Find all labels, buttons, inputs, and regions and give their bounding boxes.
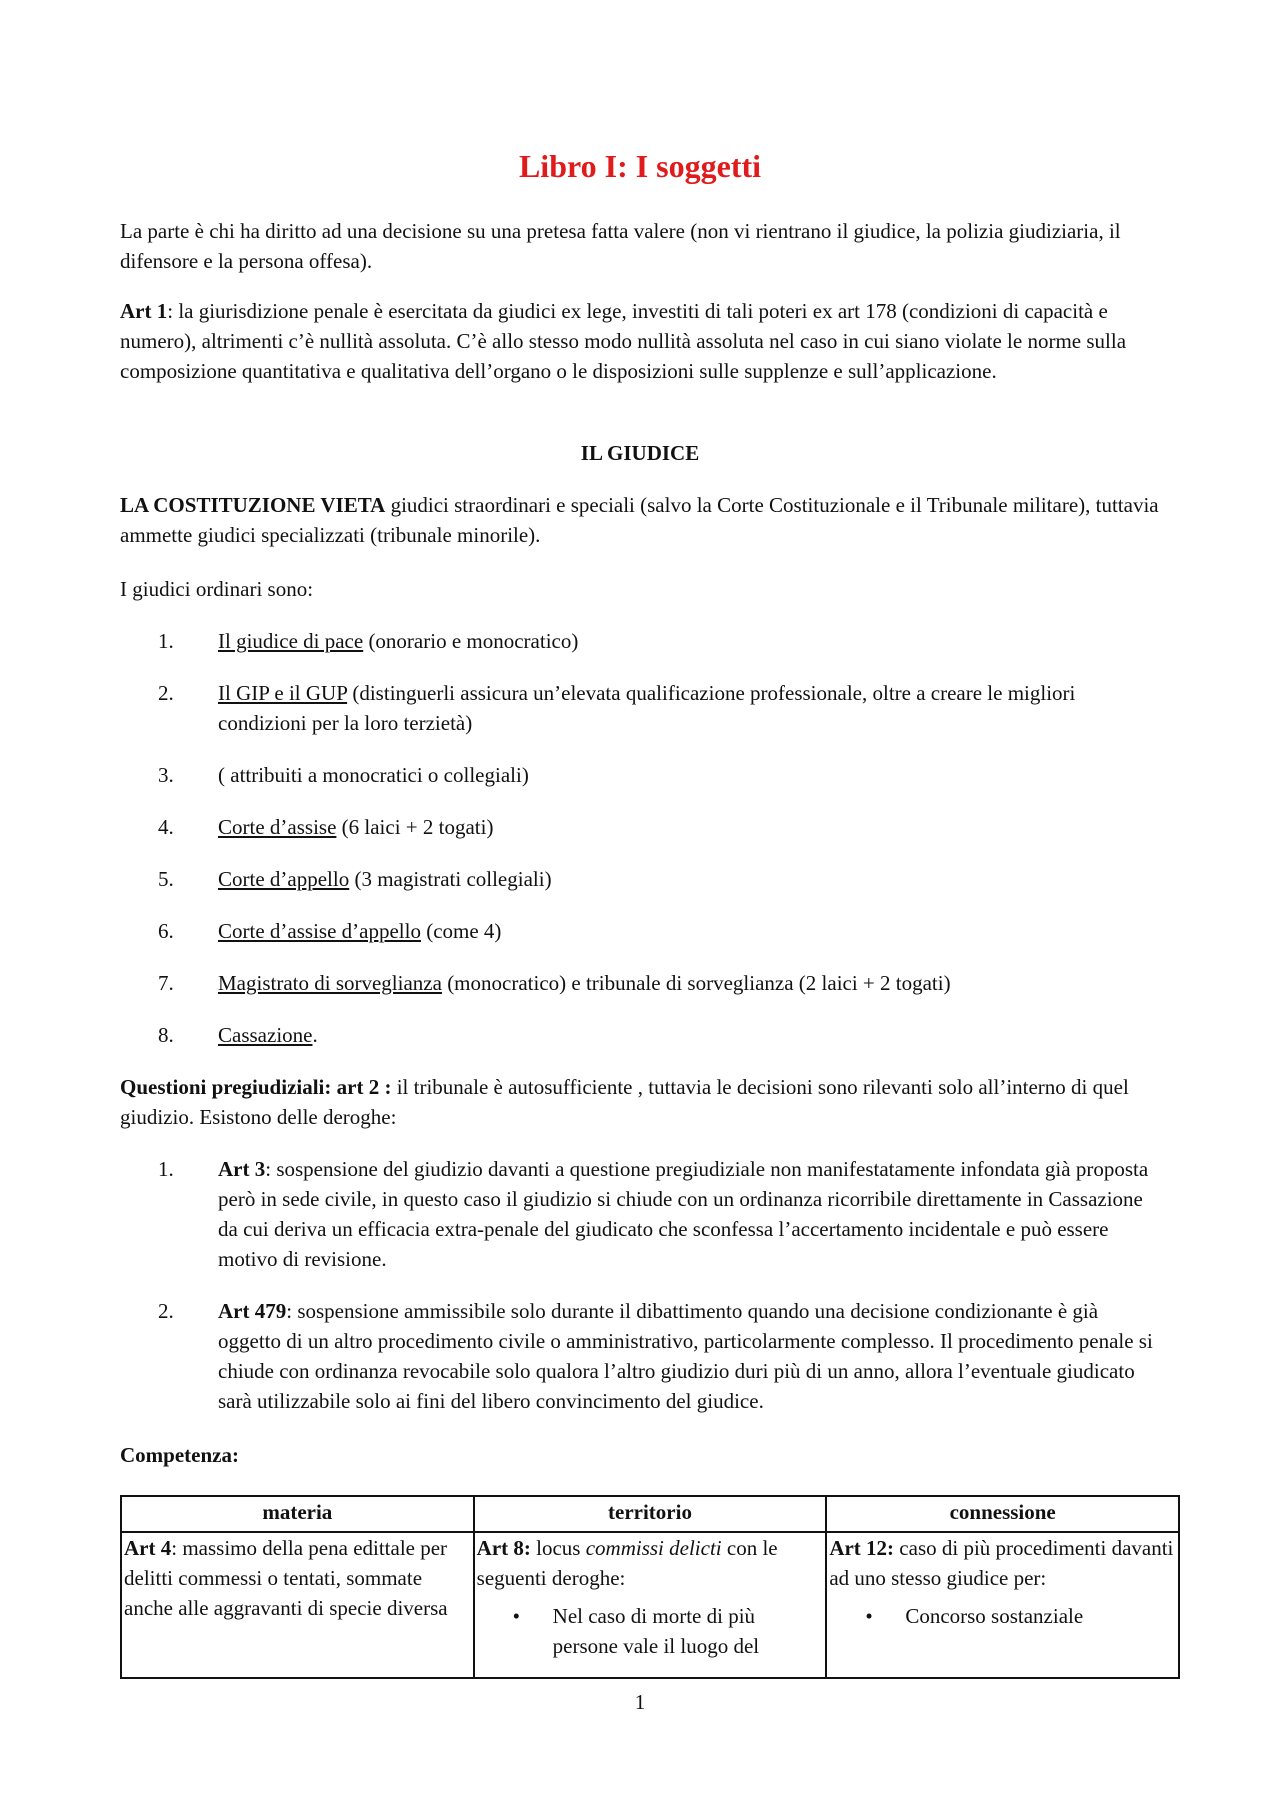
deroga-label: Art 3 — [218, 1157, 266, 1181]
costituzione-text: giudici straordinari e speciali (salvo la Corte Costituzionale e il Tribunale militare), tuttavia ammette giudici specializzati (tribunale minorile). — [120, 493, 1159, 547]
table-row — [121, 1532, 1179, 1678]
competenza-heading — [120, 1440, 1160, 1470]
questioni-text: il tribunale è autosufficiente , tuttavia le decisioni sono rilevanti solo all’interno di quel giudizio. Esistono delle deroghe: — [120, 1075, 1129, 1129]
table-header: territorio — [474, 1496, 827, 1532]
table-cell-territorio — [474, 1532, 827, 1678]
cell-text: caso di più procedimenti davanti ad uno stesso giudice per: — [829, 1536, 1174, 1590]
list-number: 6. — [158, 919, 174, 943]
bullet-item — [477, 1601, 824, 1661]
deroga-label: Art 479 — [218, 1299, 287, 1323]
list-item-text: (6 laici + 2 togati) — [336, 815, 494, 839]
table-cell-materia — [121, 1532, 474, 1678]
list-number: 7. — [158, 971, 174, 995]
deroga-text: : sospensione ammissibile solo durante il dibattimento quando una decisione condizionante è già oggetto di un altro procedimento civile o amministrativo, particolarmente complesso. Il procedimento penale si chiude con ordinanza revocabile solo qualora l’altro giudizio duri più di un anno, allora l’eventuale giudicato sarà utilizzabile solo ai fini del libero convincimento del giudice. — [218, 1299, 1153, 1413]
table-cell-connessione — [826, 1532, 1179, 1678]
costituzione-label: LA COSTITUZIONE VIETA — [120, 493, 386, 517]
list-number: 2. — [158, 681, 174, 705]
list-item-text: (distinguerli assicura un’elevata qualificazione professionale, oltre a creare le migliori condizioni per la loro terzietà) — [218, 681, 1076, 735]
list-item-underlined: Corte d’appello — [218, 867, 350, 891]
list-number: 1. — [158, 1157, 174, 1181]
list-item-underlined: Corte d’assise — [218, 815, 337, 839]
bullet-icon: • — [512, 1604, 521, 1628]
cell-emphasis: commissi delicti — [585, 1536, 722, 1560]
bullet-text: Concorso sostanziale — [905, 1604, 1084, 1628]
cell-text: : massimo della pena edittale per delitti commessi o tentati, sommate anche alle aggravanti di specie diversa — [124, 1536, 448, 1620]
costituzione-paragraph — [120, 490, 1160, 550]
art1-label: Art 1 — [120, 299, 168, 323]
section-heading-giudice: IL GIUDICE — [580, 441, 700, 465]
list-item-text: (come 4) — [420, 919, 502, 943]
page-number: 1 — [634, 1690, 646, 1714]
giudici-intro: I giudici ordinari sono: — [120, 577, 314, 601]
cell-label: Art 12: — [829, 1536, 895, 1560]
cell-text: con le seguenti deroghe: — [476, 1536, 778, 1590]
list-item-underlined: Cassazione — [218, 1023, 313, 1047]
list-item-underlined: Corte d’assise d’appello — [218, 919, 421, 943]
bullet-text: Nel caso di morte di più persone vale il luogo del — [552, 1604, 760, 1658]
list-number: 1. — [158, 629, 174, 653]
list-number: 3. — [158, 763, 174, 787]
document-title: Libro I: I soggetti — [518, 148, 762, 184]
list-item-text: (onorario e monocratico) — [363, 629, 579, 653]
art1-paragraph — [120, 296, 1160, 386]
list-item-text: . — [312, 1023, 318, 1047]
table-header: connessione — [826, 1496, 1179, 1532]
intro-paragraph: La parte è chi ha diritto ad una decisione su una pretesa fatta valere (non vi rientrano il giudice, la polizia giudiziaria, il difensore e la persona offesa). — [120, 219, 1121, 273]
list-item-underlined: Il giudice di pace — [218, 629, 364, 653]
table-header: materia — [121, 1496, 474, 1532]
cell-text: locus — [530, 1536, 586, 1560]
list-item-text: ( attribuiti a monocratici o collegiali) — [218, 763, 529, 787]
questioni-label: Questioni pregiudiziali: art 2 : — [120, 1075, 392, 1099]
list-item-underlined: Il GIP e il GUP — [218, 681, 348, 705]
list-number: 2. — [158, 1299, 174, 1323]
cell-label: Art 4 — [124, 1536, 172, 1560]
list-number: 8. — [158, 1023, 174, 1047]
bullet-icon: • — [865, 1604, 873, 1628]
cell-label: Art 8: — [476, 1536, 531, 1560]
list-item-text: (monocratico) e tribunale di sorveglianza (2 laici + 2 togati) — [441, 971, 951, 995]
list-number: 4. — [158, 815, 174, 839]
competenza-table — [120, 1495, 1180, 1679]
list-number: 5. — [158, 867, 174, 891]
art1-text: : la giurisdizione penale è esercitata da giudici ex lege, investiti di tali poteri ex art 178 (condizioni di capacità e numero), altrimenti c’è nullità assoluta. C’è allo stesso modo nullità assoluta nel caso in cui siano violate le norme sulla composizione quantitativa e qualitativa dell’organo o le disposizioni sulle supplenze e sull’applicazione. — [120, 299, 1127, 383]
list-item-text: (3 magistrati collegiali) — [349, 867, 552, 891]
competenza-label: Competenza: — [120, 1443, 239, 1467]
table-header-row — [121, 1496, 1179, 1532]
list-item-underlined: Magistrato di sorveglianza — [218, 971, 442, 995]
bullet-item — [829, 1601, 1176, 1631]
questioni-paragraph — [120, 1072, 1160, 1132]
deroga-text: : sospensione del giudizio davanti a questione pregiudiziale non manifestatamente infondata già proposta però in sede civile, in questo caso il giudizio si chiude con un ordinanza ricorribile direttamente in Cassazione da cui deriva un efficacia extra-penale del giudicato che sconfessa l’accertamento incidentale e può essere motivo di revisione. — [218, 1157, 1149, 1271]
